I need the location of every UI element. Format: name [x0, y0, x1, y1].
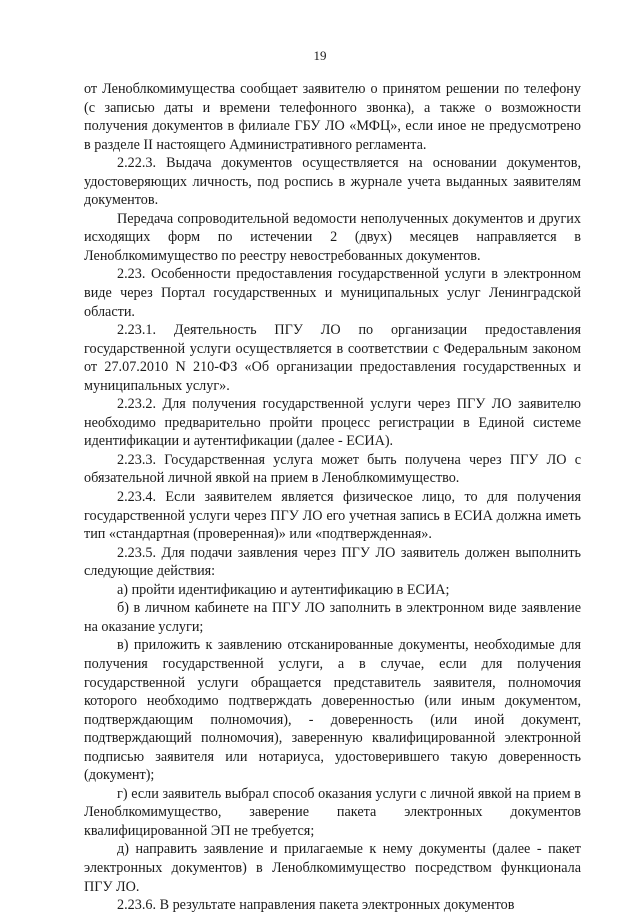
- paragraph: 2.23.3. Государственная услуга может быть получена через ПГУ ЛО с обязательной личной явкой на прием в Леноблкомимущество.: [84, 451, 581, 487]
- paragraph: Передача сопроводительной ведомости неполученных документов и других исходящих форм по истечении 2 (двух) месяцев направляется в Леноблкомимущество по реестру невостребованных документов.: [84, 210, 581, 264]
- list-item: д) направить заявление и прилагаемые к нему документы (далее - пакет электронных документов) в Леноблкомимущество посредством функционала ПГУ ЛО.: [84, 841, 581, 895]
- paragraph: 2.23.4. Если заявителем является физическое лицо, то для получения государственной услуги через ПГУ ЛО его учетная запись в ЕСИА должна иметь тип «стандартная (проверенная)» или «подтвержденная».: [84, 489, 581, 543]
- page-number: 19: [313, 48, 327, 63]
- list-item: б) в личном кабинете на ПГУ ЛО заполнить в электронном виде заявление на оказание услуги;: [84, 600, 581, 635]
- list-item: в) приложить к заявлению отсканированные документы, необходимые для получения государственной услуги, а в случае, если для получения государственной услуги обращается представитель заявителя, полномочия которого необходимо подтверждать доверенностью (или иным документом, подтверждающим полномочия), - доверенность (или иной документ, подтверждающий полномочия), заверенную квалифицированной электронной подписью заявителя или нотариуса, удостоверившего такую доверенность (документ);: [84, 637, 581, 784]
- paragraph: 2.23.5. Для подачи заявления через ПГУ ЛО заявитель должен выполнить следующие действия:: [84, 544, 581, 580]
- document-body: [84, 80, 581, 915]
- paragraph: 2.23.6. В результате направления пакета электронных документов: [117, 897, 515, 914]
- paragraph: 2.22.3. Выдача документов осуществляется на основании документов, удостоверяющих личность, под роспись в журнале учета выданных заявителям документов.: [84, 155, 581, 209]
- paragraph: от Леноблкомимущества сообщает заявителю о принятом решении по телефону (с записью даты и времени телефонного звонка), а также о возможности получения документов в филиале ГБУ ЛО «МФЦ», если иное не предусмотрено в разделе II настоящего Административного регламента.: [84, 81, 581, 153]
- list-item: а) пройти идентификацию и аутентификацию в ЕСИА;: [117, 581, 450, 598]
- paragraph: 2.23.2. Для получения государственной услуги через ПГУ ЛО заявителю необходимо предварительно пройти процесс регистрации в Единой системе идентификации и аутентификации (далее - ЕСИА).: [84, 396, 581, 450]
- paragraph: 2.23.1. Деятельность ПГУ ЛО по организации предоставления государственной услуги осуществляется в соответствии с Федеральным законом от 27.07.2010 N 210-ФЗ «Об организации предоставления государственных и муниципальных услуг».: [84, 322, 581, 394]
- section-heading: 2.23. Особенности предоставления государственной услуги в электронном виде через Портал государственных и муниципальных услуг Ленинградской области.: [84, 266, 581, 320]
- list-item: г) если заявитель выбрал способ оказания услуги с личной явкой на прием в Леноблкомимущество, заверение пакета электронных документов квалифицированной ЭП не требуется;: [84, 785, 581, 839]
